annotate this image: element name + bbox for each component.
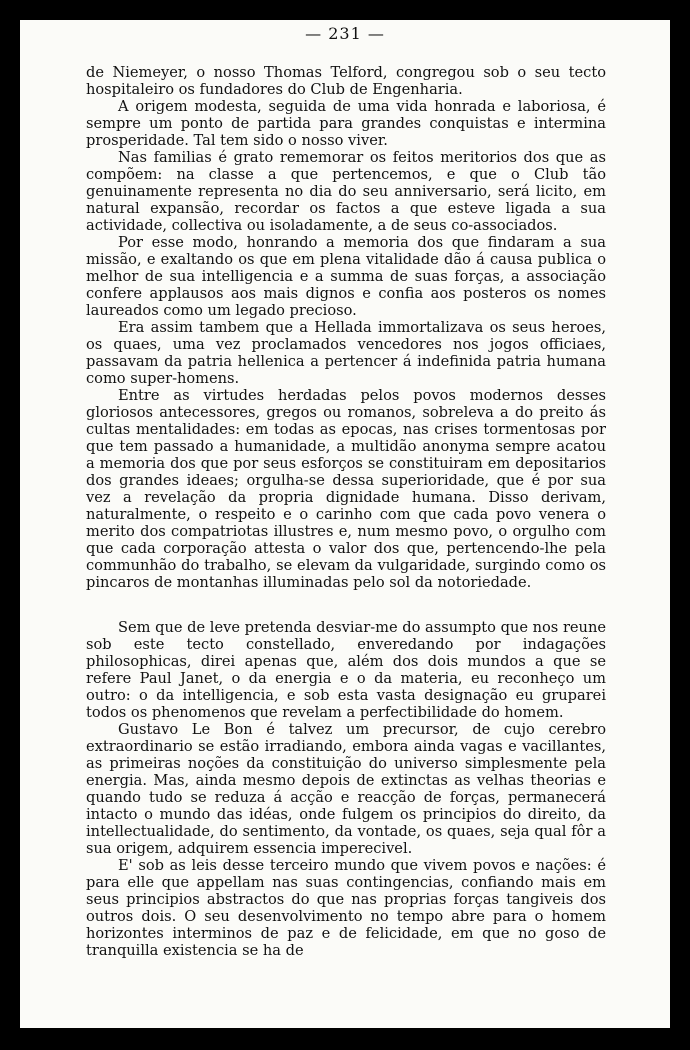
paragraph-9: E' sob as leis desse terceiro mundo que vivem povos e nações: é para elle que appellam nas suas contingencias, confiando mais em seus principios abstractos do que nas proprias forças tangiveis dos outros dois. O seu desenvolvimento no tempo abre para o homem horizontes interminos de paz e de felicidade, em que no goso de tranquilla existencia se ha de (86, 857, 606, 959)
paragraph-3: Nas familias é grato rememorar os feitos meritorios dos que as compõem: na classe a que pertencemos, e que o Club tão genuinamente representa no dia do seu anniversario, será licito, em natural expansão, recordar os factos a que esteve ligada a sua actividade, collectiva ou isoladamente, a de seus co-associados. (86, 149, 606, 234)
body-text (86, 64, 606, 959)
paragraph-8: Gustavo Le Bon é talvez um precursor, de cujo cerebro extraordinario se estão irradiando, embora ainda vagas e vacillantes, as primeiras noções da constituição do universo simplesmente pela energia. Mas, ainda mesmo depois de extinctas as velhas theorias e quando tudo se reduza á acção e reacção de forças, permanecerá intacto o mundo das idéas, onde fulgem os principios do direito, da intellectualidade, do sentimento, da vontade, os quaes, seja qual fôr a sua origem, adquirem essencia imperecivel. (86, 721, 606, 857)
paragraph-1: de Niemeyer, o nosso Thomas Telford, congregou sob o seu tecto hospitaleiro os fundadores do Club de Engenharia. (86, 64, 606, 98)
paragraph-5: Era assim tambem que a Hellada immortalizava os seus heroes, os quaes, uma vez proclamados vencedores nos jogos officiaes, passavam da patria hellenica a pertencer á indefinida patria humana como super-homens. (86, 319, 606, 387)
paragraph-4: Por esse modo, honrando a memoria dos que findaram a sua missão, e exaltando os que em plena vitalidade dão á causa publica o melhor de sua intelligencia e a summa de suas forças, a associação confere applausos aos mais dignos e confia aos posteros os nomes laureados como um legado precioso. (86, 234, 606, 319)
paragraph-2: A origem modesta, seguida de uma vida honrada e laboriosa, é sempre um ponto de partida para grandes conquistas e intermina prosperidade. Tal tem sido o nosso viver. (86, 98, 606, 149)
book-page (20, 20, 670, 1028)
paragraph-6: Entre as virtudes herdadas pelos povos modernos desses gloriosos antecessores, gregos ou romanos, sobreleva a do preito ás cultas mentalidades: em todas as epocas, nas crises tormentosas por que tem passado a humanidade, a multidão anonyma sempre acatou a memoria dos que por seus esforços se constituiram em depositarios dos grandes ideaes; orgulha-se dessa superioridade, que é por sua vez a revelação da propria dignidade humana. Disso derivam, naturalmente, o respeito e o carinho com que cada povo venera o merito dos compatriotas illustres e, num mesmo povo, o orgulho com que cada corporação attesta o valor dos que, pertencendo-lhe pela communhão do trabalho, se elevam da vulgaridade, surgindo como os pincaros de montanhas illuminadas pelo sol da notoriedade. (86, 387, 606, 591)
paragraph-7: Sem que de leve pretenda desviar-me do assumpto que nos reune sob este tecto constellado, enveredando por indagações philosophicas, direi apenas que, além dos dois mundos a que se refere Paul Janet, o da energia e o da materia, eu reconheço um outro: o da intelligencia, e sob esta vasta designação eu gruparei todos os phenomenos que revelam a perfectibilidade do homem. (86, 619, 606, 721)
page-number: — 231 — (305, 24, 385, 43)
